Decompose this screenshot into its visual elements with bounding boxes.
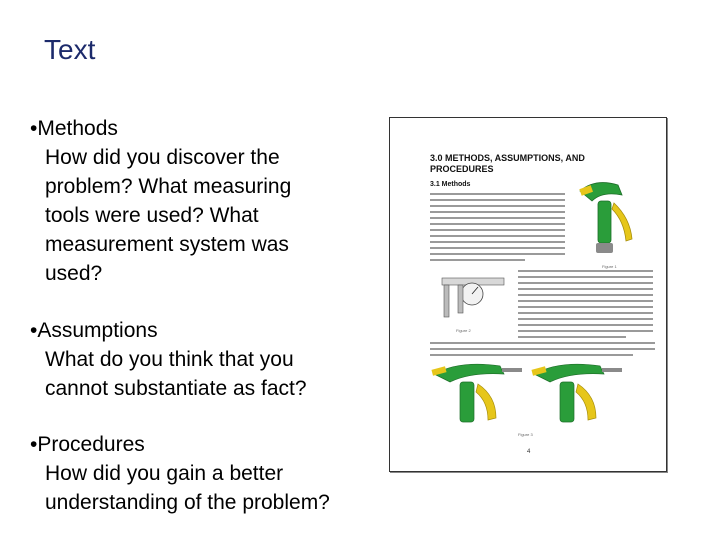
- figure-caption: Figure 1: [602, 264, 617, 269]
- page-number: 4: [527, 449, 531, 455]
- text-block: [518, 270, 653, 342]
- bullet-heading: Assumptions: [37, 319, 158, 342]
- document-page-image: [389, 117, 667, 472]
- nozzle-figure-exploded-right: [530, 358, 630, 428]
- bullet-methods: [30, 114, 291, 288]
- nozzle-figure-1: [570, 173, 650, 263]
- bullet-text: What do you think that you cannot substantiate as fact?: [45, 348, 307, 400]
- text-block: [430, 193, 565, 265]
- bullet-marker: •: [30, 117, 38, 140]
- bullet-procedures: [30, 430, 330, 517]
- bullet-heading: Procedures: [37, 433, 145, 456]
- caliper-figure: [438, 268, 508, 330]
- document-subheading: 3.1 Methods: [430, 181, 471, 188]
- bullet-marker: •: [30, 433, 38, 456]
- bullet-assumptions: [30, 316, 307, 403]
- nozzle-figure-exploded-left: [430, 358, 530, 428]
- bullet-heading: Methods: [37, 117, 118, 140]
- slide-title: Text: [44, 34, 96, 65]
- bullet-marker: •: [30, 319, 38, 342]
- bullet-text: How did you gain a better understanding of the problem?: [45, 462, 330, 514]
- bullet-text: How did you discover the problem? What measuring tools were used? What measurement system was used?: [45, 146, 292, 285]
- figure-caption: Figure 3: [518, 432, 533, 437]
- figure-caption: Figure 2: [456, 328, 471, 333]
- document-heading: 3.0 METHODS, ASSUMPTIONS, AND PROCEDURES: [430, 153, 585, 174]
